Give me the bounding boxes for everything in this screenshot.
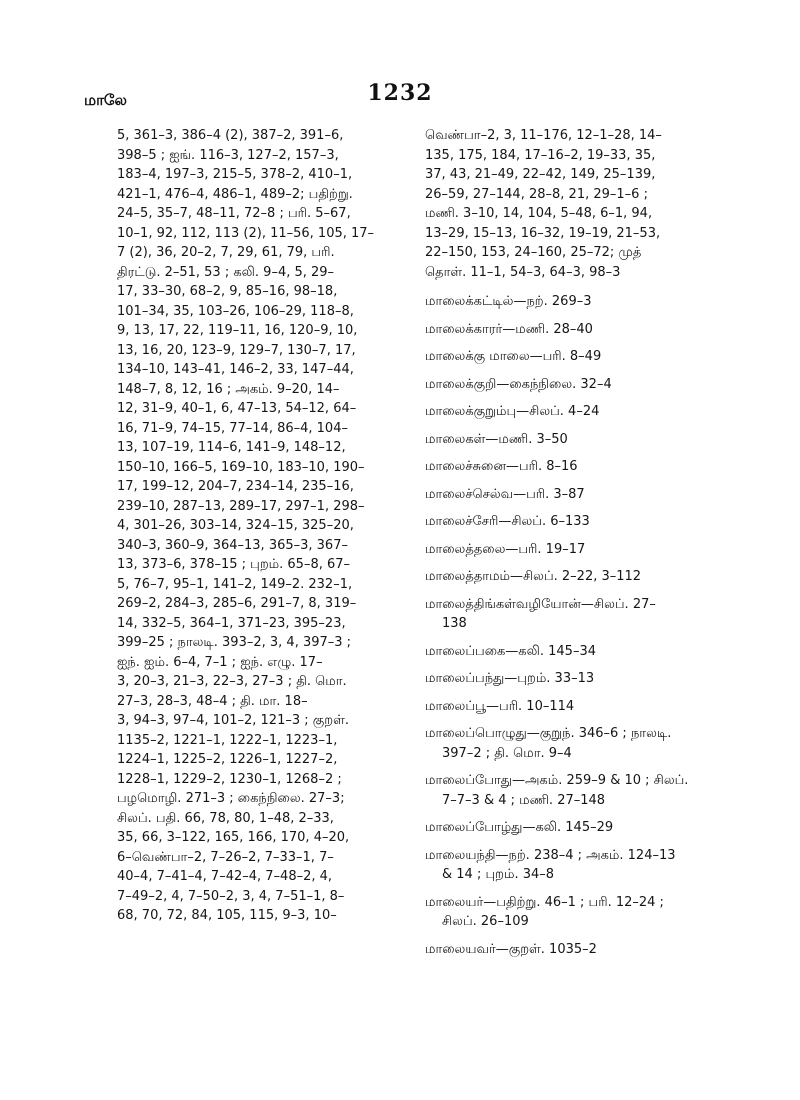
index-entry xyxy=(425,771,723,810)
reference-line: 7 (2), 36, 20–2, 7, 29, 61, 79, பரி. xyxy=(117,245,335,260)
index-entry xyxy=(425,375,723,395)
reference-line: 13, 107–19, 114–6, 141–9, 148–12, xyxy=(117,440,346,455)
index-entry xyxy=(425,567,723,587)
reference-line: 183–4, 197–3, 215–5, 378–2, 410–1, xyxy=(117,167,353,182)
right-column xyxy=(425,126,723,967)
reference-line: ஐந். ஐம். 6–4, 7–1 ; ஐந். எழு. 17– xyxy=(117,654,323,670)
entry-continuation-line: 138 xyxy=(442,616,467,631)
reference-line: 1135–2, 1221–1, 1222–1, 1223–1, xyxy=(117,732,338,748)
reference-line: 134–10, 143–41, 146–2, 33, 147–44, xyxy=(117,362,354,377)
entry-headword-line: மாலைக்காரர்—மணி. 28–40 xyxy=(425,321,593,337)
entry-headword-line: மாலைக்கட்டில்—நற். 269–3 xyxy=(425,294,592,309)
running-head: மாலே xyxy=(84,91,128,109)
reference-line: 12, 31–9, 40–1, 6, 47–13, 54–12, 64– xyxy=(117,401,357,416)
index-entry xyxy=(425,540,723,560)
reference-line: 35, 66, 3–122, 165, 166, 170, 4–20, xyxy=(117,830,350,845)
reference-line: 24–5, 35–7, 48–11, 72–8 ; பரி. 5–67, xyxy=(117,206,351,221)
entry-continuation-line: சிலப். 26–109 xyxy=(442,914,529,929)
index-entry xyxy=(425,669,723,689)
reference-line: திரட்டு. 2–51, 53 ; கலி. 9–4, 5, 29– xyxy=(117,264,335,280)
index-entry xyxy=(425,292,723,312)
reference-line: 13, 373–6, 378–15 ; புறம். 65–8, 67– xyxy=(117,557,351,572)
reference-line: 40–4, 7–41–4, 7–42–4, 7–48–2, 4, xyxy=(117,869,333,884)
index-entry xyxy=(425,320,723,340)
reference-line: 6–வெண்பா–2, 7–26–2, 7–33–1, 7– xyxy=(117,849,334,865)
reference-line: 10–1, 92, 112, 113 (2), 11–56, 105, 17– xyxy=(117,225,375,241)
entry-continuation-line: 7–7–3 & 4 ; மணி. 27–148 xyxy=(442,792,606,808)
entry-headword-line: மாலைப்பொழுது—குறுந். 346–6 ; நாலடி. xyxy=(425,726,672,741)
reference-line: 13–29, 15–13, 16–32, 19–19, 21–53, xyxy=(425,225,661,241)
entry-headword-line: மாலைப்போழ்து—கலி. 145–29 xyxy=(425,820,614,835)
reference-line: 421–1, 476–4, 486–1, 489–2; பதிற்று. xyxy=(117,186,353,202)
reference-line: 398–5 ; ஐங். 116–3, 127–2, 157–3, xyxy=(117,147,339,163)
entry-headword-line: மாலைக்கு மாலை—பரி. 8–49 xyxy=(425,349,602,364)
page-number: 1232 xyxy=(367,80,433,106)
reference-line: 148–7, 8, 12, 16 ; அகம். 9–20, 14– xyxy=(117,381,340,397)
entry-continuation-line: 397–2 ; தி. மொ. 9–4 xyxy=(442,745,572,761)
entry-headword-line: மாலைக்குறி—கைந்நிலை. 32–4 xyxy=(425,376,612,392)
index-entry xyxy=(425,457,723,477)
reference-line: 1224–1, 1225–2, 1226–1, 1227–2, xyxy=(117,752,338,767)
reference-line: 135, 175, 184, 17–16–2, 19–33, 35, xyxy=(425,147,656,163)
entry-headword-line: மாலையந்தி—நற். 238–4 ; அகம். 124–13 xyxy=(425,847,676,863)
reference-line: 3, 94–3, 97–4, 101–2, 121–3 ; குறள். xyxy=(117,713,349,728)
entry-headword-line: மாலையவர்—குறள். 1035–2 xyxy=(425,941,597,957)
entry-headword-line: மாலைப்போது—அகம். 259–9 & 10 ; சிலப். xyxy=(425,773,689,788)
reference-line: 16, 71–9, 74–15, 77–14, 86–4, 104– xyxy=(117,420,348,436)
entry-headword-line: மாலைகள்—மணி. 3–50 xyxy=(425,431,568,447)
entry-headword-line: மாலைப்பகை—கலி. 145–34 xyxy=(425,643,596,659)
reference-line: பழமொழி. 271–3 ; கைந்நிலை. 27–3; xyxy=(117,791,345,806)
entry-headword-line: மாலைச்சுனை—பரி. 8–16 xyxy=(425,459,578,474)
index-entry xyxy=(425,724,723,763)
continued-entry xyxy=(425,126,723,282)
index-entry xyxy=(425,485,723,505)
left-column xyxy=(117,126,401,926)
index-entry xyxy=(425,818,723,838)
entry-continuation-line: & 14 ; புறம். 34–8 xyxy=(442,867,555,882)
reference-line: 17, 199–12, 204–7, 234–14, 235–16, xyxy=(117,479,354,494)
reference-line: 9, 13, 17, 22, 119–11, 16, 120–9, 10, xyxy=(117,323,358,338)
index-entry xyxy=(425,846,723,885)
reference-line: 150–10, 166–5, 169–10, 183–10, 190– xyxy=(117,459,365,475)
entry-headword-line: மாலைச்சேரி—சிலப். 6–133 xyxy=(425,514,590,529)
reference-line: 5, 76–7, 95–1, 141–2, 149–2. 232–1, xyxy=(117,576,353,592)
index-entry xyxy=(425,893,723,932)
reference-line: 22–150, 153, 24–160, 25–72; முத் xyxy=(425,245,642,260)
reference-line: 68, 70, 72, 84, 105, 115, 9–3, 10– xyxy=(117,908,337,923)
index-entry xyxy=(425,347,723,367)
index-entry xyxy=(425,595,723,634)
reference-line: 27–3, 28–3, 48–4 ; தி. மா. 18– xyxy=(117,693,308,709)
reference-line: 14, 332–5, 364–1, 371–23, 395–23, xyxy=(117,615,346,631)
reference-line: 239–10, 287–13, 289–17, 297–1, 298– xyxy=(117,498,365,514)
reference-line: 101–34, 35, 103–26, 106–29, 118–8, xyxy=(117,303,354,319)
reference-line: 269–2, 284–3, 285–6, 291–7, 8, 319– xyxy=(117,596,357,611)
reference-line: 399–25 ; நாலடி. 393–2, 3, 4, 397–3 ; xyxy=(117,635,352,650)
reference-line: 1228–1, 1229–2, 1230–1, 1268–2 ; xyxy=(117,771,342,787)
reference-line: வெண்பா–2, 3, 11–176, 12–1–28, 14– xyxy=(425,128,662,143)
reference-line: சிலப். பதி. 66, 78, 80, 1–48, 2–33, xyxy=(117,810,334,826)
reference-line: 3, 20–3, 21–3, 22–3, 27–3 ; தி. மொ. xyxy=(117,674,347,689)
reference-line: 7–49–2, 4, 7–50–2, 3, 4, 7–51–1, 8– xyxy=(117,888,345,904)
reference-line: 4, 301–26, 303–14, 324–15, 325–20, xyxy=(117,518,354,533)
entry-headword-line: மாலைப்பூ—பரி. 10–114 xyxy=(425,698,575,714)
index-entries xyxy=(425,292,723,959)
index-entry xyxy=(425,512,723,532)
index-entry xyxy=(425,402,723,422)
entry-headword-line: மாலைத்தாமம்—சிலப். 2–22, 3–112 xyxy=(425,569,642,584)
entry-headword-line: மாலைத்தலை—பரி. 19–17 xyxy=(425,541,586,557)
entry-headword-line: மாலைப்பந்து—புறம். 33–13 xyxy=(425,671,595,686)
reference-line: 37, 43, 21–49, 22–42, 149, 25–139, xyxy=(425,167,656,182)
reference-line: தொள். 11–1, 54–3, 64–3, 98–3 xyxy=(425,264,621,280)
reference-line: மணி. 3–10, 14, 104, 5–48, 6–1, 94, xyxy=(425,206,653,221)
index-entry xyxy=(425,940,723,960)
reference-line: 26–59, 27–144, 28–8, 21, 29–1–6 ; xyxy=(425,186,648,202)
reference-line: 5, 361–3, 386–4 (2), 387–2, 391–6, xyxy=(117,128,344,143)
index-entry xyxy=(425,430,723,450)
entry-headword-line: மாலைத்திங்கள்வழியோன்—சிலப். 27– xyxy=(425,596,656,612)
reference-line: 340–3, 360–9, 364–13, 365–3, 367– xyxy=(117,537,348,553)
reference-line: 13, 16, 20, 123–9, 129–7, 130–7, 17, xyxy=(117,342,356,358)
entry-headword-line: மாலையர்—பதிற்று. 46–1 ; பரி. 12–24 ; xyxy=(425,894,664,910)
index-entry xyxy=(425,642,723,662)
reference-line: 17, 33–30, 68–2, 9, 85–16, 98–18, xyxy=(117,284,338,299)
entry-headword-line: மாலைக்குறும்பு—சிலப். 4–24 xyxy=(425,404,600,419)
entry-headword-line: மாலைச்செல்வ—பரி. 3–87 xyxy=(425,486,585,502)
index-entry xyxy=(425,697,723,717)
